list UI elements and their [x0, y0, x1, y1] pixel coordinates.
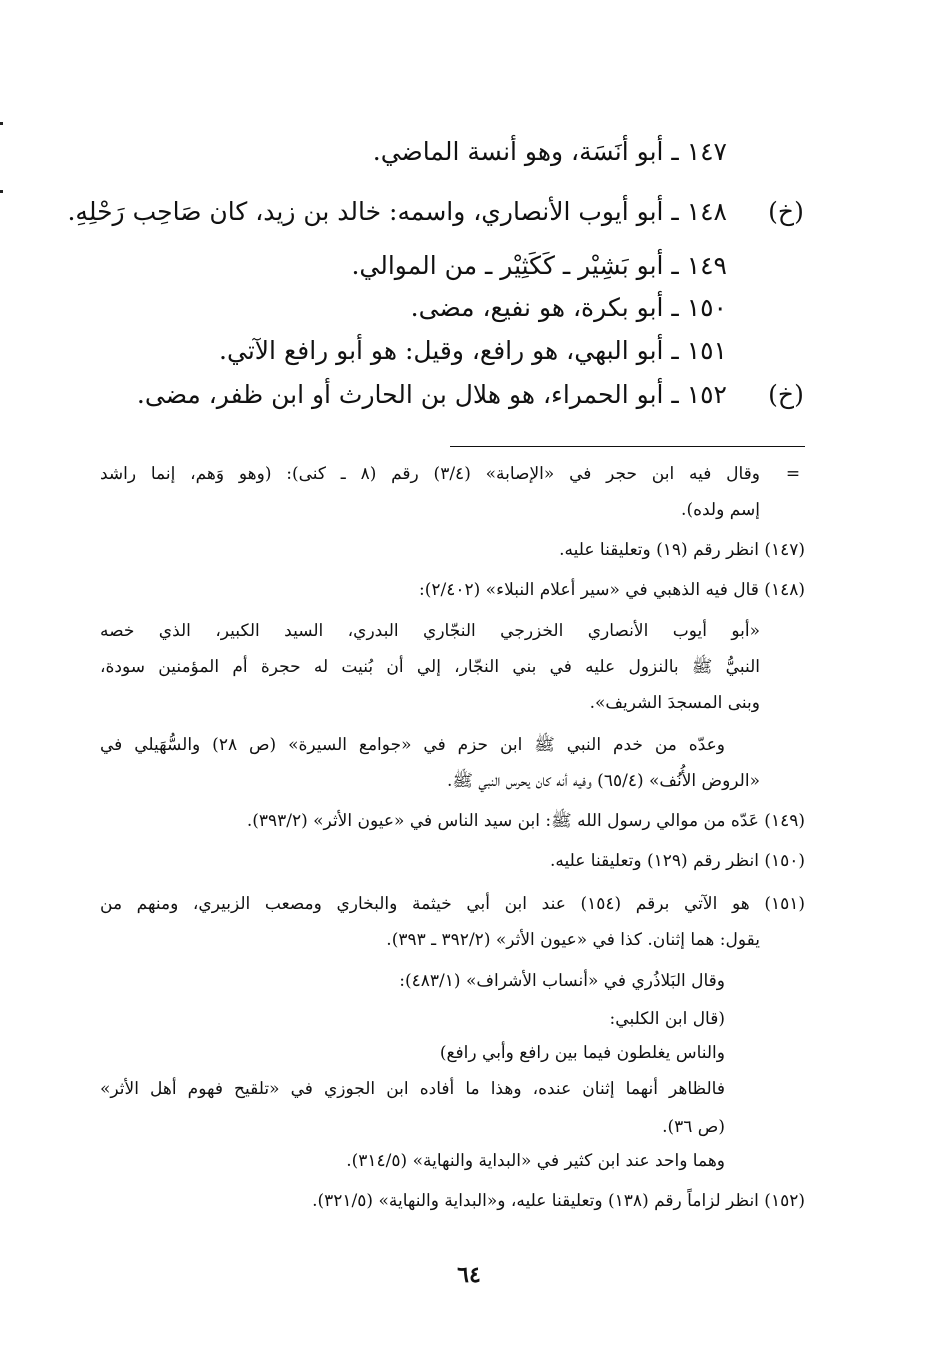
- entry-148: [67, 192, 810, 232]
- entry-text: ١٥٠ ـ أبو بكرة، هو نفيع، مضى.: [410, 293, 727, 322]
- footnote-text: وهما واحد عند ابن كثير في «البداية والنهاية» (٣١٤/٥).: [346, 1151, 725, 1171]
- footnote-150: (١٥٠) انظر رقم (١٢٩) وتعليقنا عليه.: [549, 851, 805, 871]
- footnote-quote: والناس يغلطون فيما بين رافع وأبي رافع): [439, 1043, 725, 1063]
- footnote-text: فالظاهر أنهما إثنان عنده، وهذا ما أفاده ابن الجوزي في «تلقيح فهوم أهل الأثر»: [100, 1079, 725, 1099]
- entry-151: [150, 331, 810, 371]
- footnote-quote: (قال ابن الكلبي:: [609, 1009, 725, 1029]
- entry-tag: (خ): [768, 197, 804, 226]
- scan-edge-mark: [0, 190, 3, 193]
- footnote-text: وعدّه من خدم النبي ﷺ ابن حزم في «جوامع السيرة» (ص ٢٨) والسُّهَيلي في: [100, 735, 725, 755]
- entry-text: ١٤٩ ـ أبو بَشِيْر ـ كَكَثِيْر ـ من الموالي.: [351, 251, 727, 280]
- entry-149: [150, 246, 810, 286]
- entry-text: ١٤٧ ـ أبو أنَسَة، وهو أنسة الماضي.: [372, 137, 727, 166]
- scan-edge-mark: [0, 122, 3, 125]
- entry-147: [150, 132, 810, 172]
- entry-tag: (خ): [768, 380, 804, 409]
- entry-text: ١٥١ ـ أبو البهي، هو رافع، وقيل: هو أبو رافع الآتي.: [219, 336, 727, 365]
- footnote-152: (١٥٢) انظر لزاماً رقم (١٣٨) وتعليقنا عليه، و«البداية والنهاية» (٣٢١/٥).: [312, 1191, 805, 1211]
- footnote-quote: «أبو أيوب الأنصاري الخزرجي النجّاري البدري، السيد الكبير، الذي خصه: [100, 621, 760, 641]
- page-number: ٦٤: [457, 1262, 481, 1288]
- entry-text: ١٥٢ ـ أبو الحمراء، هو هلال بن الحارث أو ابن ظفر، مضى.: [136, 380, 727, 409]
- footnote-text: (ص ٣٦).: [662, 1117, 725, 1137]
- footnote-151: (١٥١) هو الآتي برقم (١٥٤) عند ابن أبي خيثمة والبخاري ومصعب الزبيري، ومنهم من: [100, 894, 806, 914]
- footnote-separator: [450, 446, 805, 447]
- footnote-text: «الروض الأُنُف» (٦٥/٤) وفيه أنه كان يحرس النبي ﷺ.: [447, 771, 760, 791]
- footnote-quote: وبنى المسجدَ الشريف».: [589, 693, 760, 713]
- footnote-149: (١٤٩) عَدّه من موالي رسول الله ﷺ: ابن سيد الناس في «عيون الأثر» (٣٩٣/٢).: [246, 811, 805, 831]
- footnote-continuation-line: [100, 459, 805, 489]
- footnote-148: (١٤٨) قال فيه الذهبي في «سير أعلام النبلاء» (٢/٤٠٢):: [419, 580, 805, 600]
- footnote-text: إسم ولده).: [681, 500, 760, 520]
- entry-152: [136, 375, 810, 415]
- entry-150: [150, 288, 810, 328]
- footnote-147: (١٤٧) انظر رقم (١٩) وتعليقنا عليه.: [559, 540, 805, 560]
- footnote-text: يقول: هما إثنان. كذا في «عيون الأثر» (٣٩٢/٢ ـ ٣٩٣).: [386, 930, 760, 950]
- footnote-text: وقال البَلاذُري في «أنساب الأشراف» (٤٨٣/١):: [399, 971, 725, 991]
- footnote-text: وقال فيه ابن حجر في «الإصابة» (٣/٤) رقم (٨ ـ كنى): (وهو وَهم، إنما راشد: [100, 464, 760, 484]
- continuation-marker: =: [785, 464, 801, 484]
- entry-text: ١٤٨ ـ أبو أيوب الأنصاري، واسمه: خالد بن زيد، كان صَاحِب رَحْلِهِ.: [67, 197, 727, 226]
- footnote-quote: النبيُّ ﷺ بالنزول عليه في بني النجّار، إلي أن بُنيت له حجرة أم المؤمنين سودة،: [100, 657, 760, 677]
